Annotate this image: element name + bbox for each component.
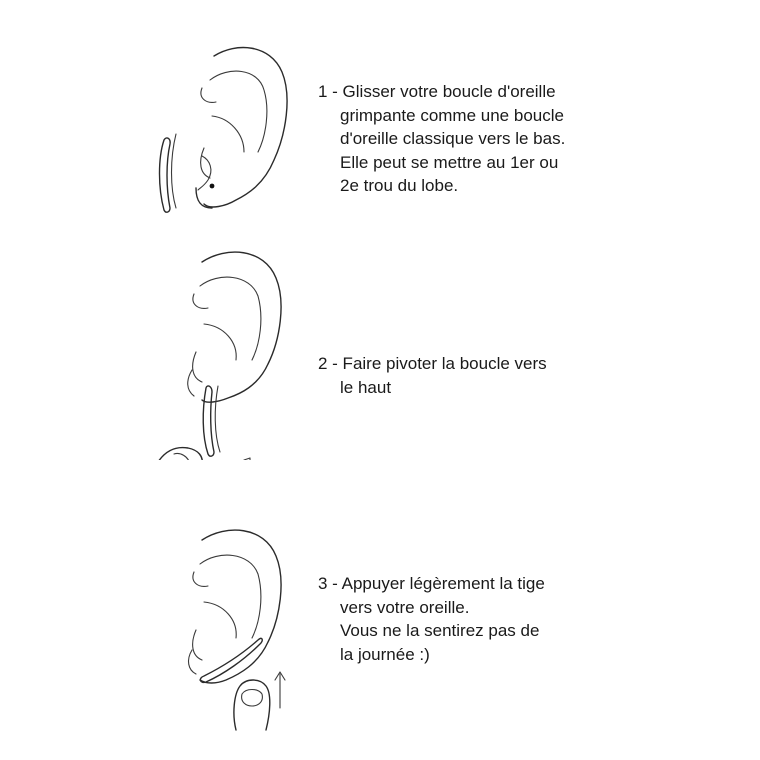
instruction-line: 2e trou du lobe. — [340, 176, 459, 195]
ear-illustration-step-3 — [140, 518, 320, 718]
instruction-line: 2 - Faire pivoter la boucle vers — [318, 354, 547, 373]
instruction-line: 1 - Glisser votre boucle d'oreille — [318, 82, 556, 101]
instruction-step-3 — [318, 572, 618, 666]
instruction-step-1 — [318, 80, 618, 198]
instruction-line: grimpante comme une boucle — [340, 105, 564, 125]
instruction-line: 3 - Appuyer légèrement la tige — [318, 574, 545, 593]
piercing-hole-icon — [210, 184, 215, 189]
ear-climber-earring-icon — [160, 138, 171, 212]
ear-climber-earring-icon — [203, 386, 214, 456]
instruction-line: le haut — [340, 377, 392, 397]
ear-illustration-step-1 — [140, 38, 320, 238]
ear-with-pressed-climber-drawing — [140, 518, 320, 738]
instruction-step-2 — [318, 352, 618, 399]
instruction-line: la journée :) — [340, 644, 430, 664]
ear-illustration-step-2 — [140, 240, 320, 440]
ear-climber-earring-icon — [200, 638, 262, 682]
instruction-line: Vous ne la sentirez pas de — [340, 621, 540, 640]
ear-with-climber-inserted-drawing — [140, 38, 320, 238]
finger-icon — [234, 680, 270, 730]
instruction-line: Elle peut se mettre au 1er ou — [340, 152, 559, 172]
instruction-line: d'oreille classique vers le bas. — [340, 129, 566, 148]
instruction-line: vers votre oreille. — [340, 597, 470, 617]
ear-with-rotating-climber-drawing — [140, 240, 320, 460]
